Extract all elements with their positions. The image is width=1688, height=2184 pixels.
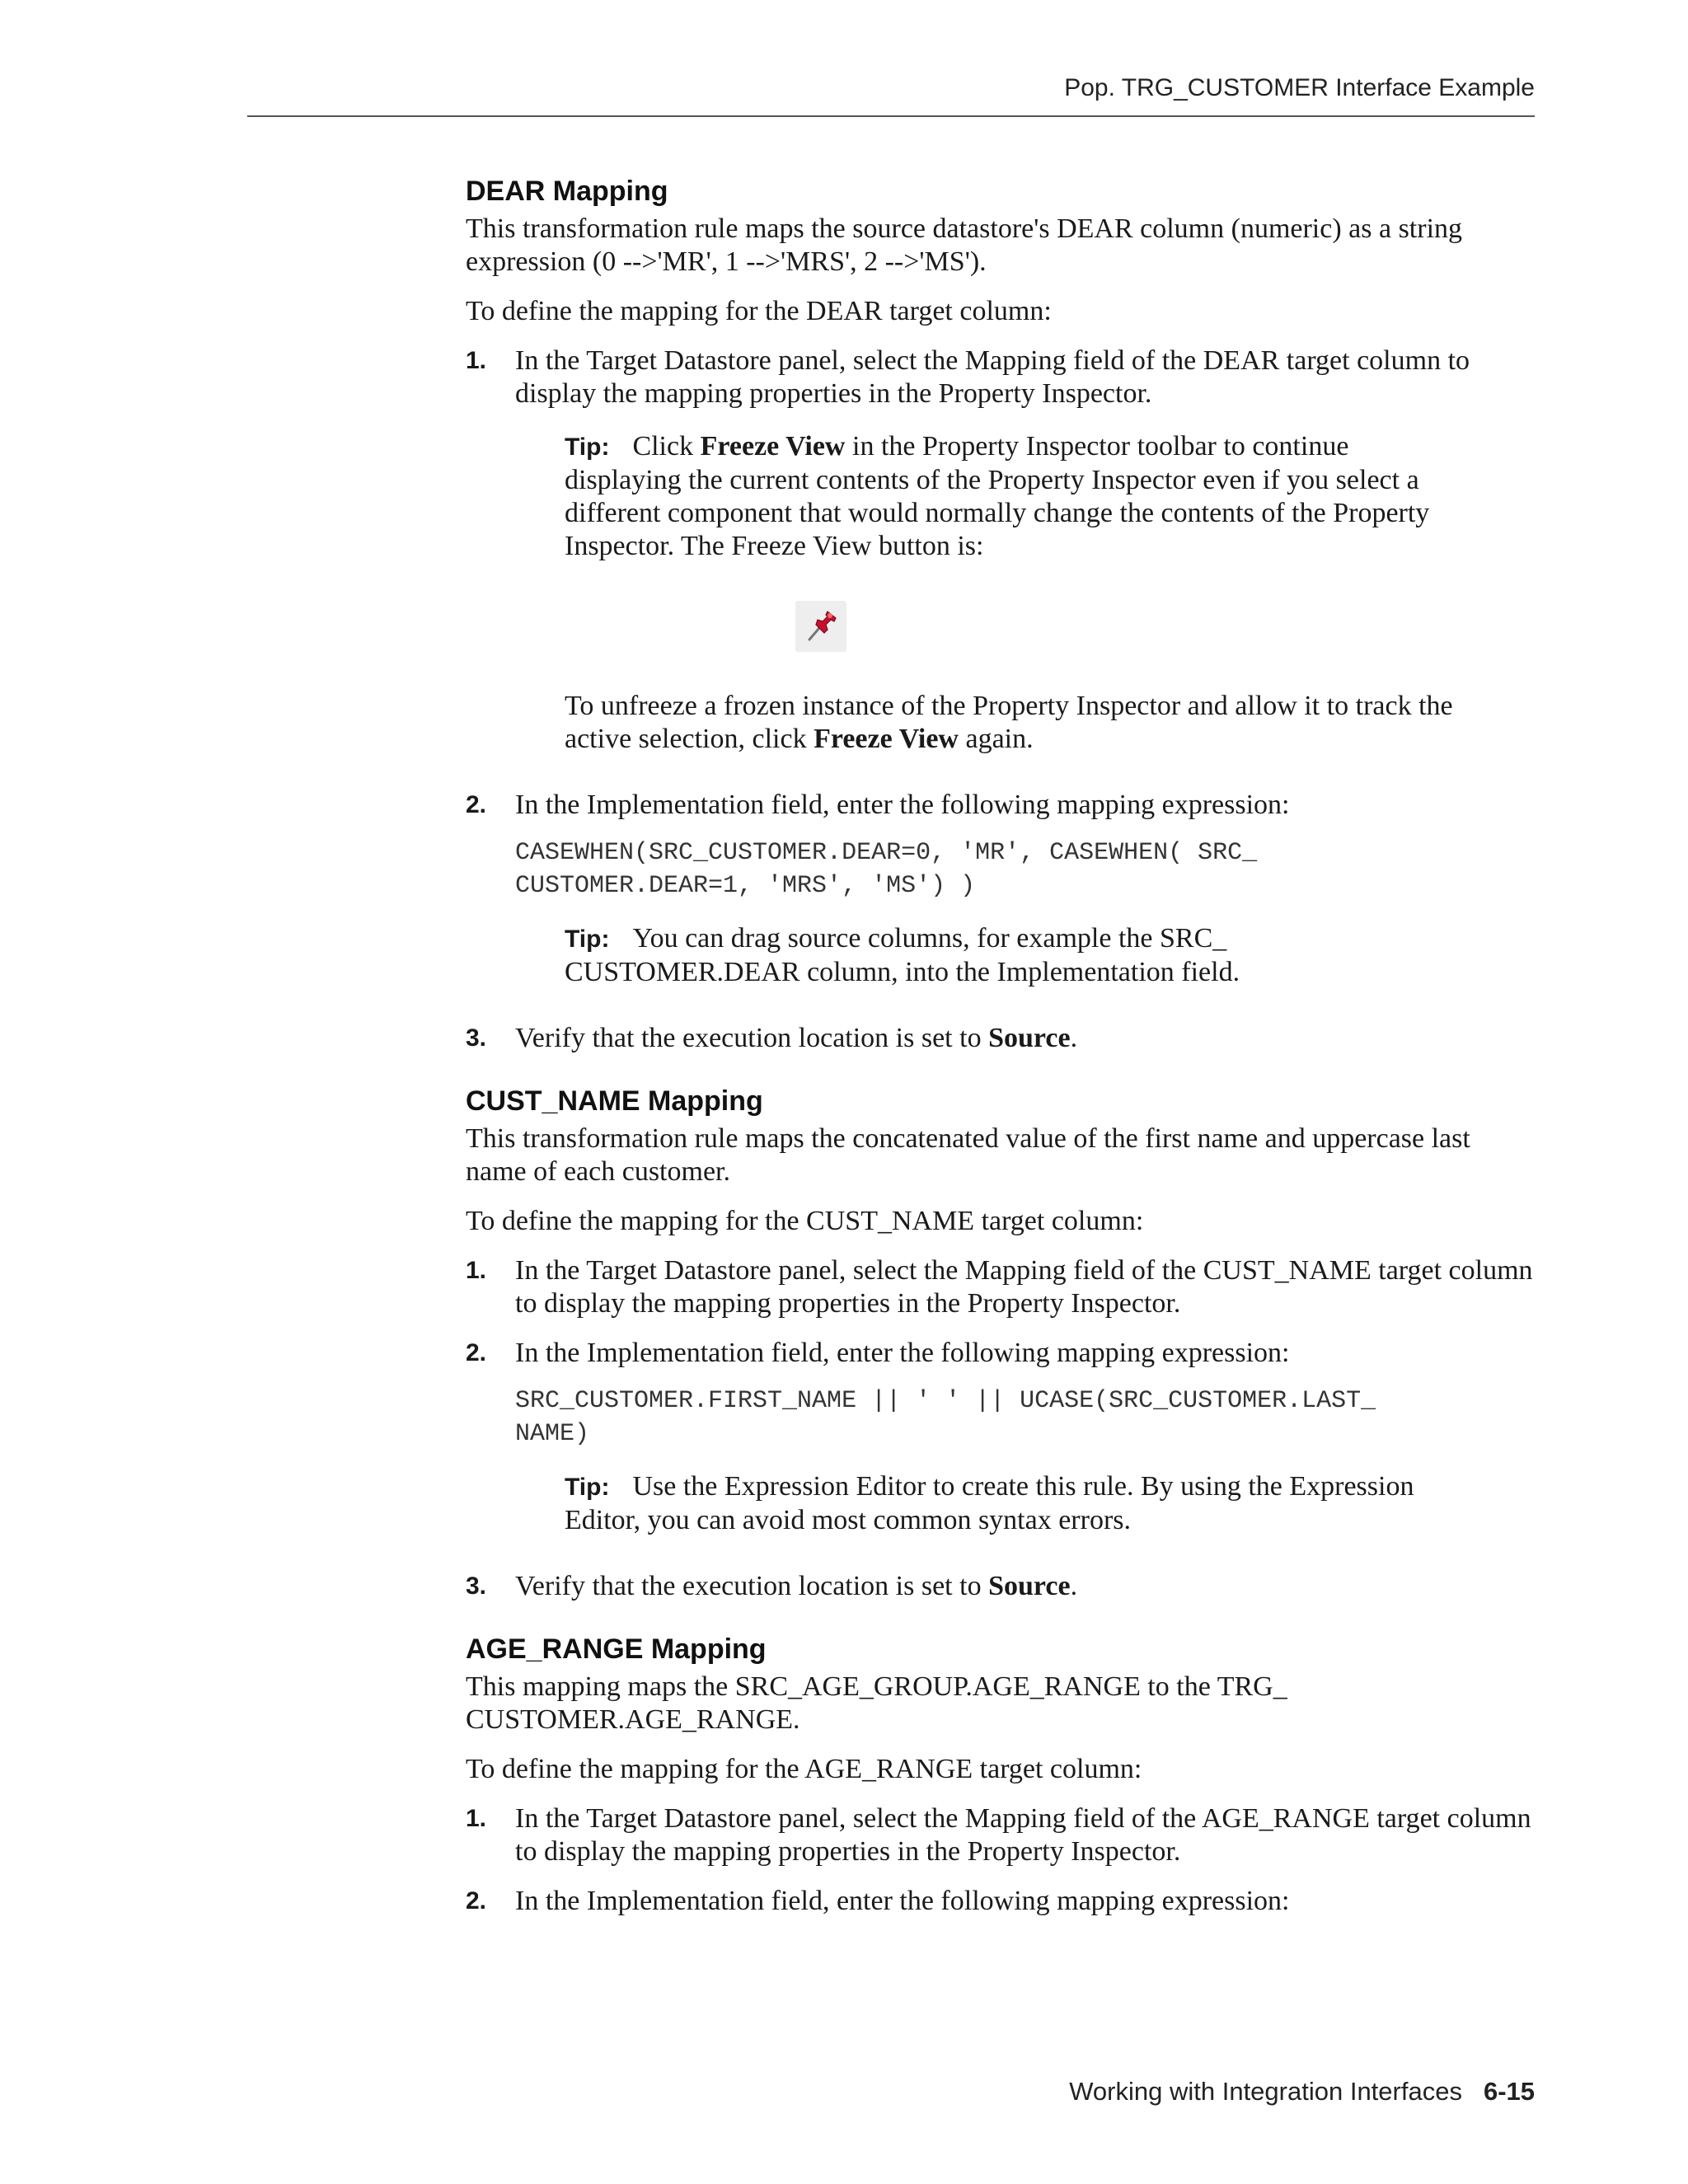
step-text: In the Target Datastore panel, select the Mapping field of the CUST_NAME target column to display the mapping properties in the Property Inspector.: [515, 1255, 1533, 1319]
step-text: In the Implementation field, enter the following mapping expression:: [515, 1886, 1290, 1916]
step-number: 2.: [466, 791, 487, 818]
step-text: In the Target Datastore panel, select the Mapping field of the AGE_RANGE target column to display the mapping properties in the Property Inspector.: [515, 1803, 1531, 1867]
cust-name-step-2: [466, 1337, 1537, 1537]
cust-name-mapping-heading: CUST_NAME Mapping: [466, 1085, 763, 1117]
drag-columns-tip: [565, 922, 1455, 989]
running-header: Pop. TRG_CUSTOMER Interface Example: [1064, 74, 1535, 101]
dear-intro: This transformation rule maps the source datastore's DEAR column (numeric) as a string expression (0 -->'MR', 1 -->'MRS', 2 -->'MS').: [466, 213, 1463, 277]
dear-mapping-section: [466, 173, 1537, 1055]
step-number: 1.: [466, 1257, 487, 1284]
age-range-define: To define the mapping for the AGE_RANGE target column:: [466, 1754, 1142, 1784]
step-text: In the Target Datastore panel, select the Mapping field of the DEAR target column to display the mapping properties in the Property Inspector.: [515, 345, 1470, 409]
step-number: 1.: [466, 347, 487, 374]
footer-chapter-title: Working with Integration Interfaces: [1069, 2077, 1462, 2106]
dear-mapping-heading: DEAR Mapping: [466, 176, 668, 207]
step-bold-text: Source: [988, 1571, 1071, 1601]
step-number: 3.: [466, 1572, 487, 1600]
age-range-intro: This mapping maps the SRC_AGE_GROUP.AGE_RANGE to the TRG_ CUSTOMER.AGE_RANGE.: [466, 1671, 1287, 1735]
tip-label: Tip:: [565, 434, 610, 461]
cust-name-step-1: [466, 1254, 1537, 1320]
age-range-step-2: [466, 1885, 1537, 1918]
freeze-view-tip: [565, 430, 1455, 756]
step-number: 3.: [466, 1024, 487, 1052]
cust-name-define: To define the mapping for the CUST_NAME target column:: [466, 1206, 1144, 1236]
age-range-mapping-heading: AGE_RANGE Mapping: [466, 1633, 767, 1665]
cust-name-step-3: [466, 1570, 1537, 1603]
tip-text: Use the Expression Editor to create this rule. By using the Expression Editor, you can avoid most common syntax errors.: [565, 1471, 1414, 1535]
tip-text: Click: [632, 431, 701, 462]
step-text: Verify that the execution location is set to: [515, 1023, 989, 1053]
dear-code-expression: CASEWHEN(SRC_CUSTOMER.DEAR=0, 'MR', CASEWHEN( SRC_ CUSTOMER.DEAR=1, 'MRS', 'MS') ): [515, 839, 1258, 900]
dear-step-2: [466, 789, 1537, 989]
step-text: In the Implementation field, enter the following mapping expression:: [515, 1338, 1290, 1368]
step-number: 2.: [466, 1339, 487, 1366]
dear-step-1: [466, 344, 1537, 756]
tip-label: Tip:: [565, 1474, 610, 1501]
header-rule: [247, 115, 1535, 117]
cust-name-mapping-section: [466, 1083, 1537, 1603]
freeze-view-button-figure: [795, 601, 846, 652]
cust-name-intro: This transformation rule maps the concatenated value of the first name and uppercase last name of each customer.: [466, 1123, 1470, 1187]
tip-text: in the Property Inspector toolbar to continue displaying the current contents of the Property Inspector even if you select a different component that would normally change the contents of the Property Inspector. The Freeze View button is:: [565, 431, 1430, 561]
dear-define: To define the mapping for the DEAR target column:: [466, 296, 1052, 326]
tip-text: You can drag source columns, for example the SRC_ CUSTOMER.DEAR column, into the Implementation field.: [565, 923, 1240, 987]
page-content: [466, 173, 1537, 1934]
step-text: .: [1070, 1023, 1078, 1053]
cust-name-code-expression: SRC_CUSTOMER.FIRST_NAME || ' ' || UCASE(SRC_CUSTOMER.LAST_ NAME): [515, 1387, 1376, 1448]
age-range-mapping-section: [466, 1631, 1537, 1918]
page-footer: [1069, 2077, 1535, 2107]
step-text: .: [1070, 1571, 1078, 1601]
step-text: Verify that the execution location is set to: [515, 1571, 989, 1601]
tip-bold-text: Freeze View: [700, 431, 846, 462]
step-bold-text: Source: [988, 1023, 1071, 1053]
dear-step-3: [466, 1022, 1537, 1055]
tip-bold-text: Freeze View: [814, 724, 959, 754]
expression-editor-tip: [565, 1470, 1455, 1537]
page-number: 6-15: [1483, 2077, 1535, 2106]
age-range-step-1: [466, 1802, 1537, 1868]
pushpin-icon: [795, 601, 846, 652]
step-text: In the Implementation field, enter the following mapping expression:: [515, 790, 1290, 820]
tip-text: again.: [958, 724, 1034, 754]
step-number: 2.: [466, 1887, 487, 1915]
step-number: 1.: [466, 1805, 487, 1832]
tip-label: Tip:: [565, 926, 610, 953]
tip-text: To unfreeze a frozen instance of the Property Inspector and allow it to track the active selection, click: [565, 691, 1453, 754]
